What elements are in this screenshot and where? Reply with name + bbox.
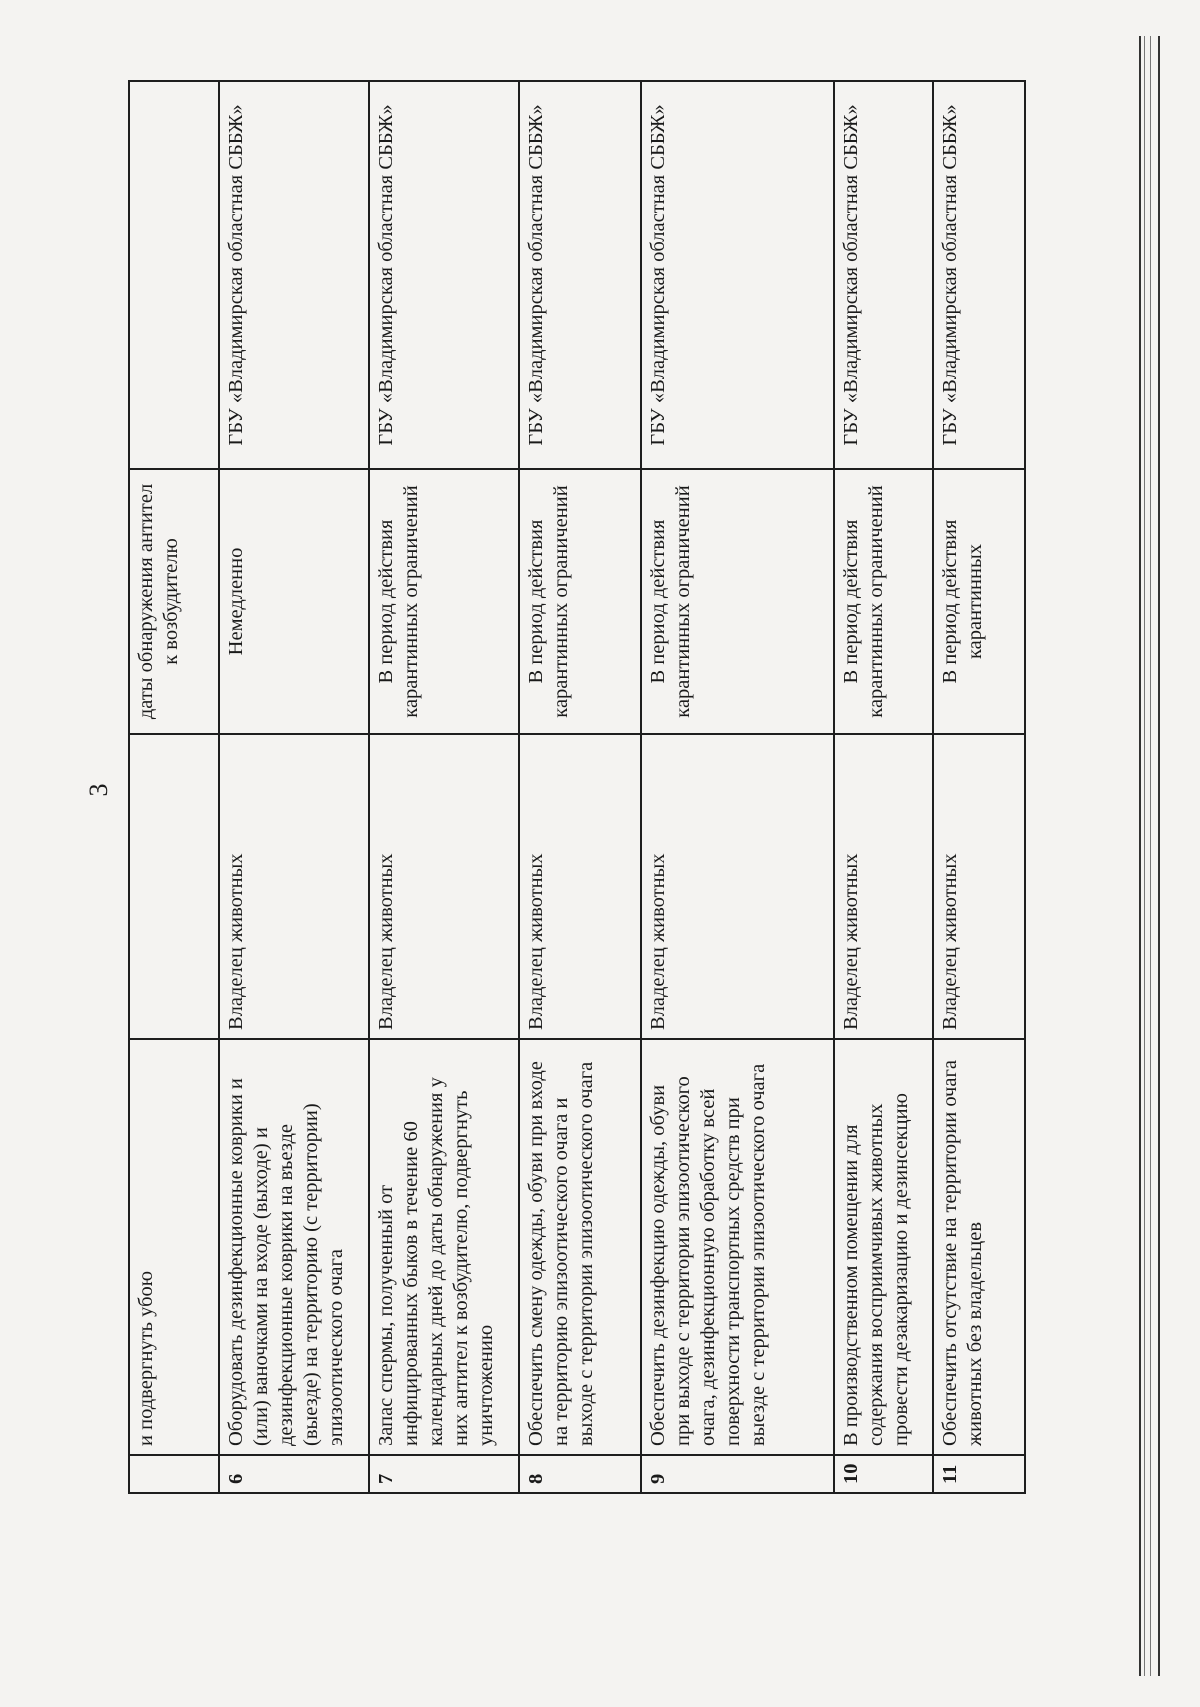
executor-cell: ГБУ «Владимирская областная СББЖ» (369, 81, 519, 469)
term-cell: В период действия карантинных ограничений (519, 469, 640, 734)
measures-table (128, 80, 1026, 1494)
action-cell: Запас спермы, полученный от инфицированных быков в течение 60 календарных дней до даты обнаружения у них антител к возбудителю, подвергнуть уничтожению (369, 1039, 519, 1455)
executor-cell (129, 81, 219, 469)
table-continuation-row (129, 81, 219, 1493)
page-number: 3 (84, 783, 113, 797)
responsible-cell: Владелец животных (219, 734, 369, 1039)
row-number: 11 (933, 1455, 1026, 1493)
executor-cell: ГБУ «Владимирская областная СББЖ» (519, 81, 640, 469)
executor-cell: ГБУ «Владимирская областная СББЖ» (933, 81, 1026, 469)
action-cell: В производственном помещении для содержания восприимчивых животных провести дезакаризацию и дезинсекцию (834, 1039, 933, 1455)
responsible-cell: Владелец животных (641, 734, 834, 1039)
table-row (834, 81, 933, 1493)
table-row (519, 81, 640, 1493)
responsible-cell (129, 734, 219, 1039)
term-cell: В период действия карантинных (933, 469, 1026, 734)
term-cell: Немедленно (219, 469, 369, 734)
row-number: 7 (369, 1455, 519, 1493)
rotated-table-wrapper (128, 82, 1026, 1494)
action-cell: Обеспечить отсутствие на территории очага животных без владельцев (933, 1039, 1026, 1455)
executor-cell: ГБУ «Владимирская областная СББЖ» (219, 81, 369, 469)
action-cell: Обеспечить смену одежды, обуви при входе на территорию эпизоотического очага и выходе с территории эпизоотического очага (519, 1039, 640, 1455)
num-cell (129, 1455, 219, 1493)
table-row (641, 81, 834, 1493)
table-row (369, 81, 519, 1493)
row-number: 9 (641, 1455, 834, 1493)
responsible-cell: Владелец животных (933, 734, 1026, 1039)
scan-edge-line (1144, 36, 1145, 1676)
executor-cell: ГБУ «Владимирская областная СББЖ» (641, 81, 834, 469)
row-number: 6 (219, 1455, 369, 1493)
action-cell: и подвергнуть убою (129, 1039, 219, 1455)
action-cell: Оборудовать дезинфекционные коврики и (или) ваночками на входе (выходе) и дезинфекционные коврики на въезде (выезде) на территорию (с территории) эпизоотического очага (219, 1039, 369, 1455)
table-row (933, 81, 1026, 1493)
term-cell: В период действия карантинных ограничений (369, 469, 519, 734)
action-cell: Обеспечить дезинфекцию одежды, обуви при выходе с территории эпизоотического очага, дезинфекционную обработку всей поверхности транспортных средств при выезде с территории эпизоотического очага (641, 1039, 834, 1455)
scan-edge-line (1139, 36, 1141, 1676)
responsible-cell: Владелец животных (369, 734, 519, 1039)
term-cell: В период действия карантинных ограничений (641, 469, 834, 734)
scan-edge-line (1150, 36, 1151, 1676)
responsible-cell: Владелец животных (834, 734, 933, 1039)
row-number: 8 (519, 1455, 640, 1493)
term-cell: В период действия карантинных ограничений (834, 469, 933, 734)
executor-cell: ГБУ «Владимирская областная СББЖ» (834, 81, 933, 469)
scan-edge-line (1158, 36, 1160, 1676)
row-number: 10 (834, 1455, 933, 1493)
term-cell: даты обнаружения антител к возбудителю (129, 469, 219, 734)
responsible-cell: Владелец животных (519, 734, 640, 1039)
table-row (219, 81, 369, 1493)
